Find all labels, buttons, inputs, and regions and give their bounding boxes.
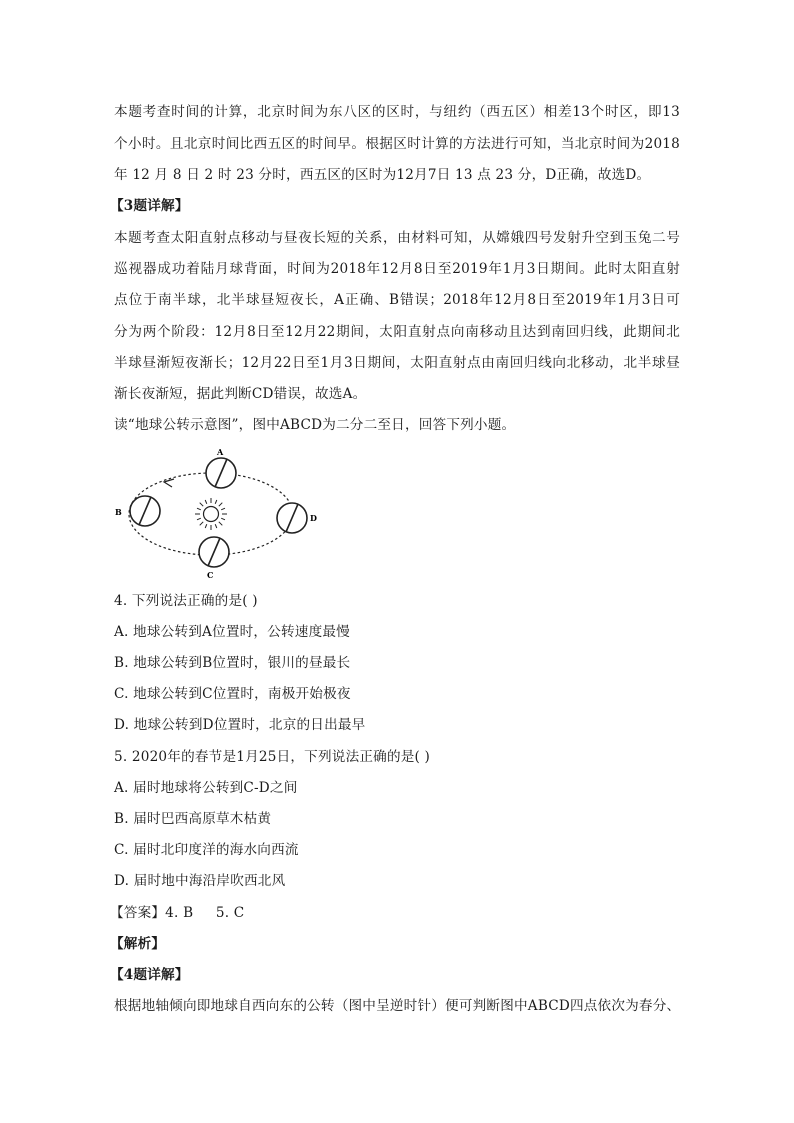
paragraph-line: 个小时。且北京时间比西五区的时间早。根据区时计算的方法进行可知，当北京时间为2018 <box>114 136 680 152</box>
label-c: C <box>207 570 214 580</box>
paragraph-line: 渐长夜渐短，据此判断CD错误，故选A。 <box>114 386 367 402</box>
paragraph-line: 分为两个阶段：12月8日至12月22期间，太阳直射点向南移动且达到南回归线，此期间北 <box>114 324 680 340</box>
earth-d <box>277 503 307 533</box>
question-4-option-a: A. 地球公转到A位置时，公转速度最慢 <box>114 624 350 640</box>
answer-line: 【答案】4. B 5. C <box>110 905 245 921</box>
paragraph-line: 半球昼渐短夜渐长；12月22日至1月3日期间，太阳直射点由南回归线向北移动，北半球昼 <box>114 355 680 371</box>
question-5-option-b: B. 届时巴西高原草木枯黄 <box>114 811 272 827</box>
orbit-svg <box>110 446 330 582</box>
paragraph-line: 根据地轴倾向即地球自西向东的公转（图中呈逆时针）便可判断图中ABCD四点依次为春分、 <box>114 998 681 1014</box>
question-4-option-c: C. 地球公转到C位置时，南极开始极夜 <box>114 686 351 702</box>
paragraph-line: 本题考查时间的计算，北京时间为东八区的区时，与纽约（西五区）相差13个时区，即13 <box>114 104 680 120</box>
label-b: B <box>115 507 122 517</box>
paragraph-line: 年 12 月 8 日 2 时 23 分时，西五区的区时为12月7日 13 点 23 分，D正确，故选D。 <box>114 167 651 183</box>
label-d: D <box>310 513 317 523</box>
question-5-stem: 5. 2020年的春节是1月25日，下列说法正确的是( ) <box>114 749 431 765</box>
section-heading-q4: 【4题详解】 <box>110 967 189 983</box>
earth-c <box>199 537 229 567</box>
analysis-heading: 【解析】 <box>110 936 166 952</box>
question-5-option-c: C. 届时北印度洋的海水向西流 <box>114 842 299 858</box>
paragraph-line: 巡视器成功着陆月球背面，时间为2018年12月8日至2019年1月3日期间。此时太阳直射 <box>114 261 680 277</box>
question-5-option-d: D. 届时地中海沿岸吹西北风 <box>114 873 286 889</box>
section-heading-q3: 【3题详解】 <box>110 198 189 214</box>
earth-b <box>130 496 160 526</box>
earth-a <box>206 458 236 488</box>
question-4-option-b: B. 地球公转到B位置时，银川的昼最长 <box>114 655 351 671</box>
paragraph-line: 点位于南半球，北半球昼短夜长，A正确、B错误；2018年12月8日至2019年1月3日可 <box>114 292 680 308</box>
question-4-option-d: D. 地球公转到D位置时，北京的日出最早 <box>114 717 366 733</box>
question-intro: 读“地球公转示意图”，图中ABCD为二分二至日，回答下列小题。 <box>114 417 516 433</box>
paragraph-line: 本题考查太阳直射点移动与昼夜长短的关系，由材料可知，从嫦娥四号发射升空到玉兔二号 <box>114 230 680 246</box>
label-a: A <box>217 447 224 457</box>
question-5-option-a: A. 届时地球将公转到C-D之间 <box>114 780 298 796</box>
earth-revolution-diagram <box>110 446 330 582</box>
question-4-stem: 4. 下列说法正确的是( ) <box>114 593 258 609</box>
sun-icon <box>195 498 227 530</box>
